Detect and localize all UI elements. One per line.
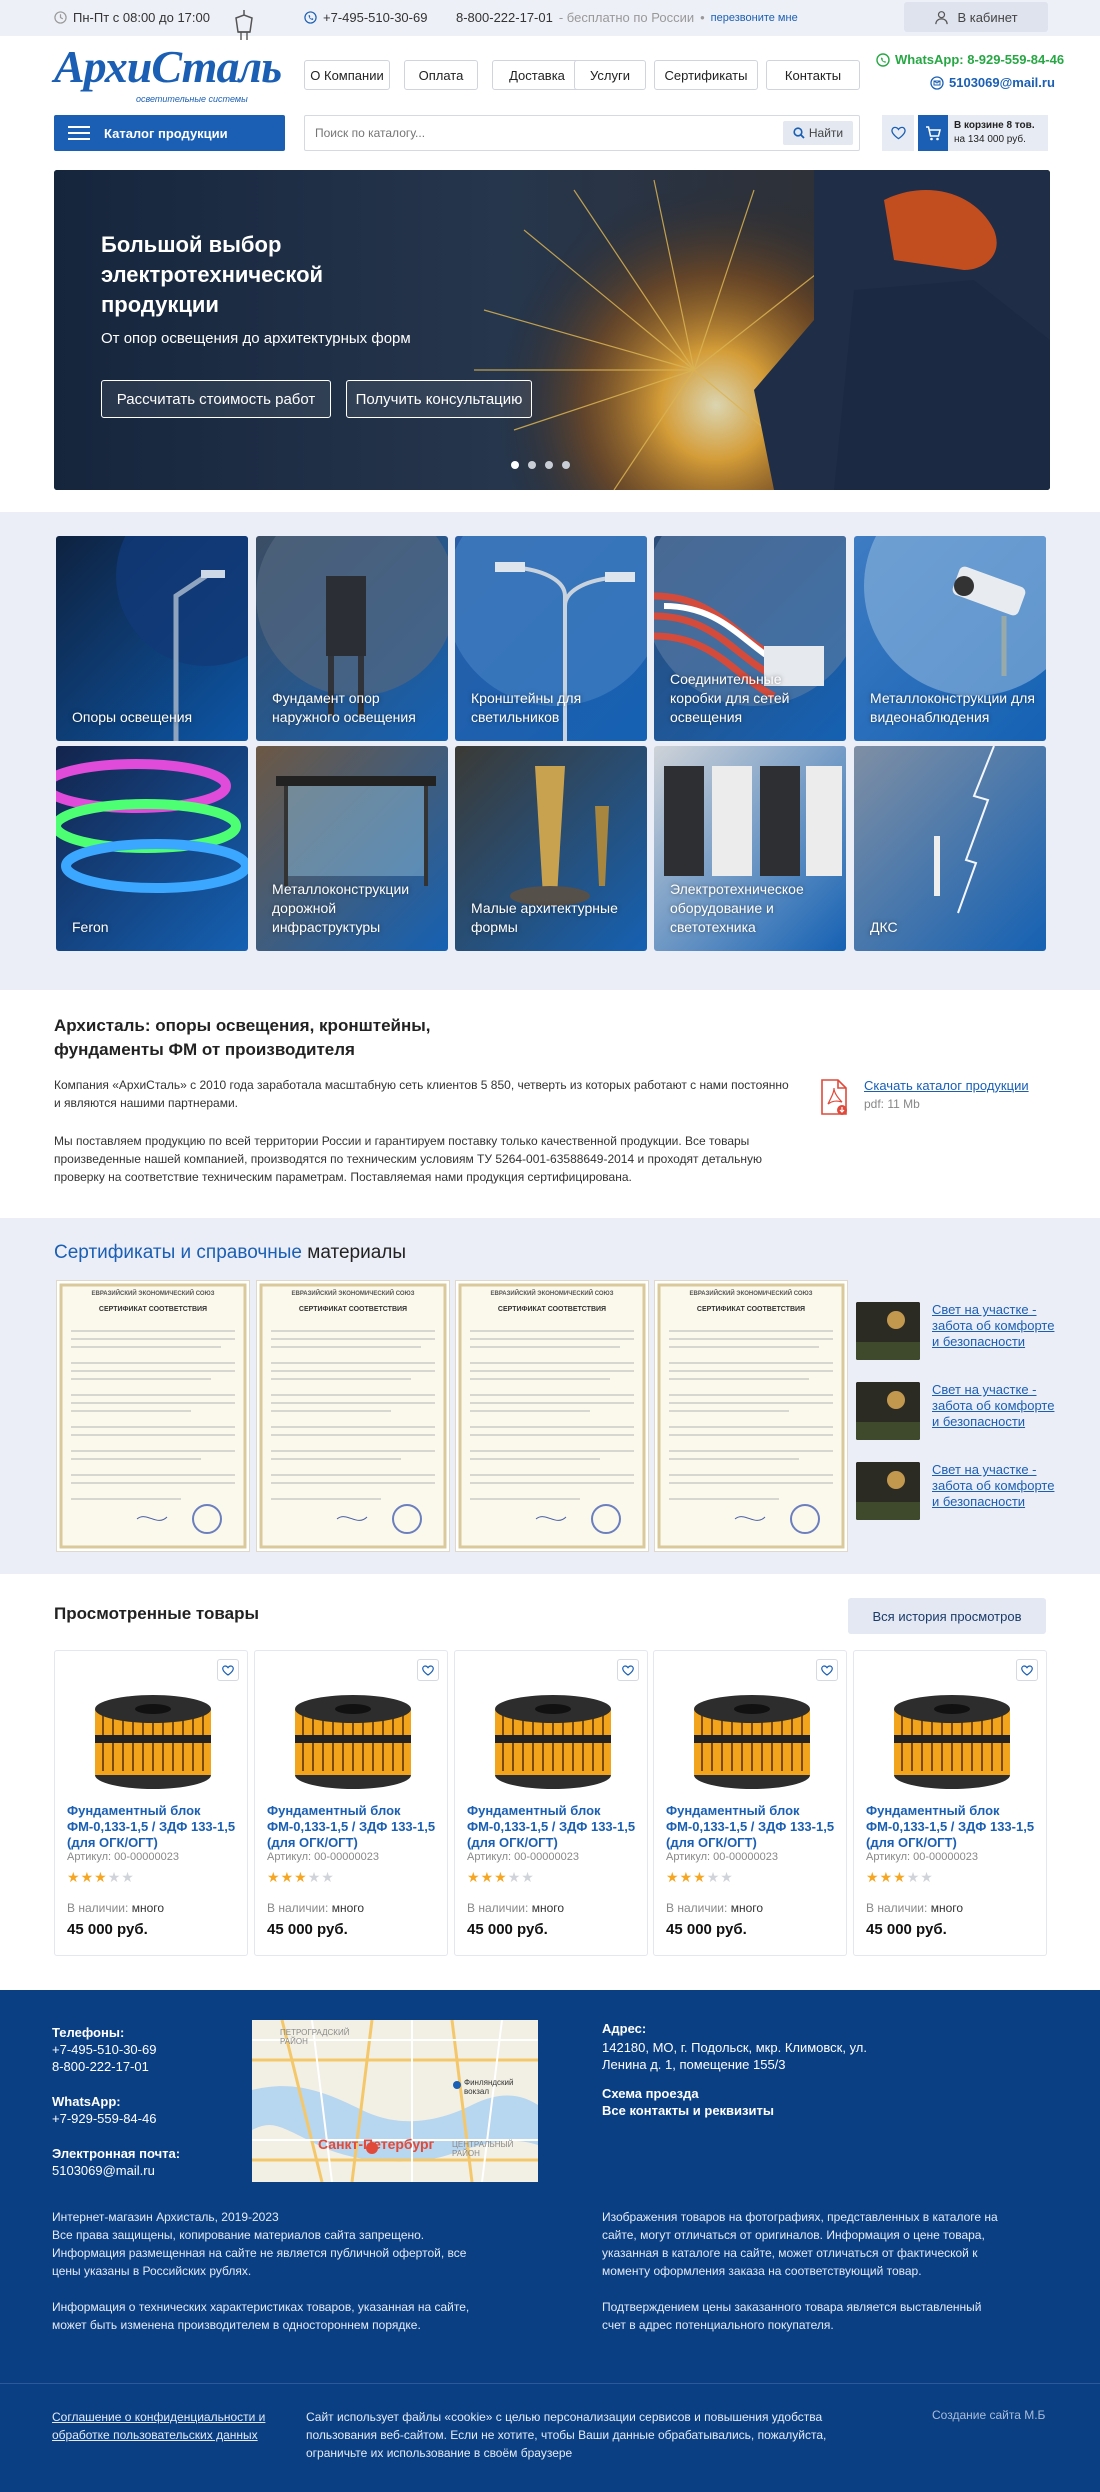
product-availability <box>467 1901 564 1915</box>
cabinet-button[interactable] <box>904 2 1048 32</box>
footer-scheme-link[interactable]: Схема проезда <box>602 2086 699 2101</box>
product-price: 45 000 руб. <box>467 1921 548 1938</box>
user-icon <box>934 10 949 25</box>
news-link[interactable]: Свет на участке - забота об комфорте и безопасности <box>932 1462 1055 1509</box>
product-image <box>682 1683 822 1793</box>
certificates-title <box>54 1242 406 1264</box>
rating-star: ★ <box>706 1869 721 1885</box>
product-price: 45 000 руб. <box>267 1921 348 1938</box>
footer-copy-2: Все права защищены, копирование материалов сайта запрещено. Информация размещенная на сайте не является публичной офертой, все цены указаны в Российских рублях. <box>52 2228 467 2278</box>
heart-icon <box>1021 1665 1033 1676</box>
download-catalog[interactable] <box>818 1078 1029 1116</box>
footer-divider <box>0 2383 1100 2384</box>
viewed-title: Просмотренные товары <box>54 1604 259 1623</box>
map-city: Санкт-Петербург <box>318 2136 435 2152</box>
rating-star: ★ <box>307 1869 322 1885</box>
category-tile-small-architecture[interactable] <box>455 746 647 951</box>
phone-1-text: +7-495-510-30-69 <box>323 10 428 25</box>
about-paragraph-2: Мы поставляем продукцию по всей территории России и гарантируем поставку только качественной продукции. Все товары произведенные нашей компанией, производятся по техническим условиям ТУ 5264-001-63588649-2014 и проходят детальную проверку на соответствие техническим параметрам. Поставляемая нами продукция сертифицирована. <box>54 1134 763 1184</box>
availability-label: В наличии: <box>467 1901 529 1915</box>
certificate-document-image <box>57 1281 249 1551</box>
categories-section <box>0 512 1100 990</box>
category-tile-dks[interactable] <box>854 746 1046 951</box>
product-card[interactable] <box>653 1650 847 1956</box>
rating-star: ★ <box>80 1869 95 1885</box>
cart-icon <box>925 126 941 141</box>
category-tile-road-infrastructure[interactable] <box>256 746 448 951</box>
certificate-card[interactable] <box>654 1280 848 1552</box>
product-availability <box>866 1901 963 1915</box>
news-link[interactable]: Свет на участке - забота об комфорте и безопасности <box>932 1302 1055 1349</box>
availability-value: много <box>930 1901 964 1915</box>
top-bar <box>0 0 1100 36</box>
availability-label: В наличии: <box>267 1901 329 1915</box>
map-district-central: ЦЕНТРАЛЬНЫЙ РАЙОН <box>452 2140 514 2158</box>
product-name[interactable]: Фундаментный блок ФМ-0,133-1,5 / ЗДФ 133-1,5 (для ОГК/ОГТ) <box>666 1803 835 1850</box>
news-item[interactable] <box>856 1462 1062 1520</box>
availability-label: В наличии: <box>666 1901 728 1915</box>
product-price: 45 000 руб. <box>866 1921 947 1938</box>
lantern-logo-icon <box>226 8 262 48</box>
logo[interactable] <box>54 41 294 110</box>
map-station: Финляндский вокзал <box>464 2078 514 2096</box>
rating-star: ★ <box>280 1869 295 1885</box>
news-item[interactable] <box>856 1302 1062 1360</box>
rating-star: ★ <box>666 1869 680 1885</box>
certificate-header: ЕВРАЗИЙСКИЙ ЭКОНОМИЧЕСКИЙ СОЮЗ <box>291 1291 415 1297</box>
news-thumbnail <box>856 1382 920 1440</box>
search-icon <box>793 127 805 139</box>
rating-star: ★ <box>906 1869 921 1885</box>
product-article: Артикул: 00-00000023 <box>866 1851 978 1863</box>
product-availability <box>267 1901 364 1915</box>
whatsapp-link[interactable] <box>876 52 1064 67</box>
rating-star: ★ <box>866 1869 880 1885</box>
footer-note-1: Изображения товаров на фотографиях, представленных в каталоге на сайте, могут отличаться от оригиналов. Информация о цене товара, указанная в каталоге на сайте, может отличаться от фактической к моменту оформления заказа на соответствующий товар. <box>602 2210 998 2278</box>
slider-dot-2[interactable] <box>528 461 536 469</box>
certificate-title: СЕРТИФИКАТ СООТВЕТСТВИЯ <box>98 1306 208 1313</box>
product-rating <box>666 1869 734 1886</box>
about-paragraph-1: Компания «АрхиСталь» с 2010 года заработала масштабную сеть клиентов 5 850, четверть из которых работают с нами постоянно и являются нашими партнерами. <box>54 1078 789 1110</box>
footer-notes <box>602 2208 1002 2334</box>
product-card[interactable] <box>454 1650 648 1956</box>
get-consultation-button[interactable]: Получить консультацию <box>346 380 532 418</box>
footer-copy-1: Интернет-магазин Архисталь, 2019-2023 <box>52 2210 279 2224</box>
product-image <box>83 1683 223 1793</box>
nav-services[interactable]: Услуги <box>574 60 646 90</box>
rating-star: ★ <box>267 1869 281 1885</box>
cookie-notice: Сайт использует файлы «cookie» с целью персонализации сервисов и повышения удобства пользования веб-сайтом. Если не хотите, чтобы Ваши данные обрабатывались, пожалуйста, ограничьте их использование в своём браузере <box>306 2410 827 2460</box>
product-article: Артикул: 00-00000023 <box>467 1851 579 1863</box>
view-history-button[interactable]: Вся история просмотров <box>848 1598 1046 1634</box>
category-label: ДКС <box>870 919 898 935</box>
product-rating <box>866 1869 934 1886</box>
category-tile-electrical-equipment[interactable] <box>654 746 846 951</box>
news-thumbnail <box>856 1462 920 1520</box>
about-title: Архисталь: опоры освещения, кронштейны, фундаменты ФМ от производителя <box>54 1016 431 1059</box>
certificate-card[interactable] <box>56 1280 250 1552</box>
product-rating <box>67 1869 135 1886</box>
footer-requisites-link[interactable]: Все контакты и реквизиты <box>602 2103 774 2118</box>
catalog-button-label: Каталог продукции <box>104 125 228 141</box>
product-card[interactable] <box>853 1650 1047 1956</box>
certificate-header: ЕВРАЗИЙСКИЙ ЭКОНОМИЧЕСКИЙ СОЮЗ <box>490 1291 614 1297</box>
product-article: Артикул: 00-00000023 <box>666 1851 778 1863</box>
category-label: Кронштейны для светильников <box>471 690 582 725</box>
made-by-link[interactable]: Создание сайта М.Б <box>932 2408 1046 2422</box>
product-availability <box>666 1901 763 1915</box>
footer-email[interactable]: 5103069@mail.ru <box>52 2163 155 2178</box>
rating-star: ★ <box>893 1869 907 1885</box>
certificate-title: СЕРТИФИКАТ СООТВЕТСТВИЯ <box>696 1306 806 1313</box>
cart-count: В корзине 8 тов. <box>954 120 1035 131</box>
product-article: Артикул: 00-00000023 <box>267 1851 379 1863</box>
hero-subtitle: От опор освещения до архитектурных форм <box>101 330 411 347</box>
product-rating <box>267 1869 335 1886</box>
product-availability <box>67 1901 164 1915</box>
cart-icon-box <box>918 115 948 151</box>
whatsapp-icon <box>876 53 890 67</box>
search-input[interactable] <box>315 124 775 142</box>
availability-value: много <box>730 1901 764 1915</box>
product-price: 45 000 руб. <box>67 1921 148 1938</box>
certificates-section <box>0 1218 1100 1574</box>
slider-dots <box>511 461 570 469</box>
clock-icon <box>54 11 67 24</box>
rating-star: ★ <box>521 1869 535 1885</box>
footer-contacts <box>52 2024 180 2179</box>
cart-button[interactable] <box>918 115 1048 151</box>
category-tile-foundation[interactable] <box>256 536 448 741</box>
news-thumbnail <box>856 1302 920 1360</box>
product-article: Артикул: 00-00000023 <box>67 1851 179 1863</box>
add-to-favorites-button[interactable] <box>1016 1659 1038 1681</box>
footer-copyright <box>52 2208 492 2334</box>
heart-icon <box>222 1665 234 1676</box>
slider-dot-1[interactable] <box>511 461 519 469</box>
footer-whatsapp[interactable]: +7-929-559-84-46 <box>52 2111 157 2126</box>
availability-value: много <box>331 1901 365 1915</box>
slider-dot-4[interactable] <box>562 461 570 469</box>
phone-icon <box>304 11 317 24</box>
rating-star: ★ <box>107 1869 122 1885</box>
availability-value: много <box>531 1901 565 1915</box>
favorites-button[interactable] <box>882 115 914 151</box>
phone-2-note: - бесплатно по России <box>558 10 695 25</box>
certificate-title: СЕРТИФИКАТ СООТВЕТСТВИЯ <box>497 1306 607 1313</box>
certificate-document-image <box>456 1281 648 1551</box>
footer-phone-2[interactable]: 8-800-222-17-01 <box>52 2059 149 2074</box>
working-hours <box>54 10 210 25</box>
whatsapp-text: WhatsApp: 8-929-559-84-46 <box>895 52 1065 67</box>
footer-phone-1[interactable]: +7-495-510-30-69 <box>52 2042 157 2057</box>
cart-total: на 134 000 руб. <box>954 134 1026 145</box>
footer-address-block <box>602 2020 902 2119</box>
certificates-title-rest: материалы <box>301 1242 407 1263</box>
category-label: Фундамент опор наружного освещения <box>272 690 416 725</box>
rating-star: ★ <box>720 1869 734 1885</box>
rating-star: ★ <box>294 1869 308 1885</box>
hero-banner <box>54 170 1050 490</box>
product-price: 45 000 руб. <box>666 1921 747 1938</box>
heart-icon <box>422 1665 434 1676</box>
nav-payment[interactable]: Оплата <box>404 60 478 90</box>
email-text: 5103069@mail.ru <box>949 75 1055 90</box>
phone-2-text[interactable]: 8-800-222-17-01 <box>456 10 553 25</box>
certificates-title-link[interactable]: Сертификаты и справочные <box>54 1242 302 1263</box>
footer-email-label: Электронная почта: <box>52 2146 181 2161</box>
category-label: Металлоконструкции для видеонаблюдения <box>870 690 1035 725</box>
product-rating <box>467 1869 535 1886</box>
footer <box>0 1990 1100 2492</box>
availability-label: В наличии: <box>866 1901 928 1915</box>
category-tile-feron[interactable] <box>56 746 248 951</box>
category-label: Электротехническое оборудование и светотехника <box>670 881 804 935</box>
rating-star: ★ <box>94 1869 108 1885</box>
download-size: pdf: 11 Mb <box>864 1097 920 1111</box>
slider-dot-3[interactable] <box>545 461 553 469</box>
rating-star: ★ <box>121 1869 135 1885</box>
pdf-icon <box>818 1078 850 1116</box>
mail-icon <box>930 76 944 90</box>
certificate-document-image <box>257 1281 449 1551</box>
product-card[interactable] <box>54 1650 248 1956</box>
calculate-cost-button[interactable]: Рассчитать стоимость работ <box>101 380 331 418</box>
product-card[interactable] <box>254 1650 448 1956</box>
hero-title: Большой выбор электротехнической продукции <box>101 232 324 317</box>
email-link[interactable] <box>930 75 1055 90</box>
heart-icon <box>891 126 906 140</box>
search-button[interactable] <box>783 121 853 145</box>
certificate-document-image <box>655 1281 847 1551</box>
footer-phones-label: Телефоны: <box>52 2025 125 2040</box>
search-button-label: Найти <box>808 126 844 140</box>
rating-star: ★ <box>494 1869 508 1885</box>
footer-address: 142180, МО, г. Подольск, мкр. Климовск, ул. Ленина д. 1, помещение 155/3 <box>602 2040 867 2072</box>
rating-star: ★ <box>920 1869 934 1885</box>
news-item[interactable] <box>856 1382 1062 1440</box>
add-to-favorites-button[interactable] <box>816 1659 838 1681</box>
certificate-card[interactable] <box>256 1280 450 1552</box>
add-to-favorites-button[interactable] <box>617 1659 639 1681</box>
rating-star: ★ <box>321 1869 335 1885</box>
phone-1[interactable] <box>304 10 427 25</box>
heart-icon <box>821 1665 833 1676</box>
rating-star: ★ <box>879 1869 894 1885</box>
nav-contacts[interactable]: Контакты <box>766 60 860 90</box>
product-image <box>882 1683 1022 1793</box>
privacy-link[interactable]: Соглашение о конфиденциальности и обработке пользовательских данных <box>52 2410 266 2442</box>
product-name[interactable]: Фундаментный блок ФМ-0,133-1,5 / ЗДФ 133-1,5 (для ОГК/ОГТ) <box>467 1803 636 1850</box>
catalog-button[interactable] <box>54 115 285 151</box>
category-label: Малые архитектурные формы <box>471 900 618 935</box>
category-label: Feron <box>72 919 109 935</box>
nav-about[interactable]: О Компании <box>304 60 390 90</box>
footer-whatsapp-label: WhatsApp: <box>52 2094 121 2109</box>
add-to-favorites-button[interactable] <box>217 1659 239 1681</box>
callback-link[interactable]: перезвоните мне <box>710 11 798 24</box>
working-hours-text: Пн-Пт с 08:00 до 17:00 <box>73 10 210 25</box>
logo-slogan: осветительные системы <box>136 94 248 104</box>
nav-certificates[interactable]: Сертификаты <box>654 60 758 90</box>
category-tile-brackets[interactable] <box>455 536 647 741</box>
rating-star: ★ <box>480 1869 495 1885</box>
product-name[interactable]: Фундаментный блок ФМ-0,133-1,5 / ЗДФ 133-1,5 (для ОГК/ОГТ) <box>67 1803 236 1850</box>
add-to-favorites-button[interactable] <box>417 1659 439 1681</box>
news-link[interactable]: Свет на участке - забота об комфорте и безопасности <box>932 1382 1055 1429</box>
rating-star: ★ <box>507 1869 522 1885</box>
product-name[interactable]: Фундаментный блок ФМ-0,133-1,5 / ЗДФ 133-1,5 (для ОГК/ОГТ) <box>866 1803 1035 1850</box>
logo-title: АрхиСталь <box>54 41 282 92</box>
footer-note-2: Подтверждением цены заказанного товара является выставленный счет в адрес потенциального покупателя. <box>602 2300 982 2332</box>
download-catalog-link[interactable]: Скачать каталог продукции <box>864 1078 1029 1093</box>
cabinet-label: В кабинет <box>957 9 1018 25</box>
category-tile-poles[interactable] <box>56 536 248 741</box>
phone-2-block: 8-800-222-17-01 - бесплатно по России • перезвоните мне <box>456 10 798 25</box>
heart-icon <box>622 1665 634 1676</box>
search-box <box>304 115 860 151</box>
footer-address-label: Адрес: <box>602 2021 647 2036</box>
rating-star: ★ <box>467 1869 481 1885</box>
category-tile-cctv[interactable] <box>854 536 1046 741</box>
certificate-header: ЕВРАЗИЙСКИЙ ЭКОНОМИЧЕСКИЙ СОЮЗ <box>689 1291 813 1297</box>
product-image <box>483 1683 623 1793</box>
map-district-petrogradsky: ПЕТРОГРАДСКИЙ РАЙОН <box>280 2028 350 2046</box>
certificate-title: СЕРТИФИКАТ СООТВЕТСТВИЯ <box>298 1306 408 1313</box>
product-image <box>283 1683 423 1793</box>
category-tile-junction-boxes[interactable] <box>654 536 846 741</box>
cart-summary <box>948 119 1035 147</box>
product-name[interactable]: Фундаментный блок ФМ-0,133-1,5 / ЗДФ 133-1,5 (для ОГК/ОГТ) <box>267 1803 436 1850</box>
rating-star: ★ <box>679 1869 694 1885</box>
category-label: Соединительные коробки для сетей освещения <box>670 671 790 725</box>
menu-icon <box>68 126 90 140</box>
footer-copy-3: Информация о технических характеристиках товаров, указанная на сайте, может быть изменена производителем в одностороннем порядке. <box>52 2300 470 2332</box>
category-label: Опоры освещения <box>72 709 193 725</box>
rating-star: ★ <box>693 1869 707 1885</box>
availability-label: В наличии: <box>67 1901 129 1915</box>
rating-star: ★ <box>67 1869 81 1885</box>
nav-delivery[interactable]: Доставка <box>492 60 582 90</box>
certificate-header: ЕВРАЗИЙСКИЙ ЭКОНОМИЧЕСКИЙ СОЮЗ <box>91 1291 215 1297</box>
availability-value: много <box>131 1901 165 1915</box>
category-label: Металлоконструкции дорожной инфраструктуры <box>272 881 410 935</box>
footer-map[interactable] <box>252 2020 538 2182</box>
certificate-card[interactable] <box>455 1280 649 1552</box>
